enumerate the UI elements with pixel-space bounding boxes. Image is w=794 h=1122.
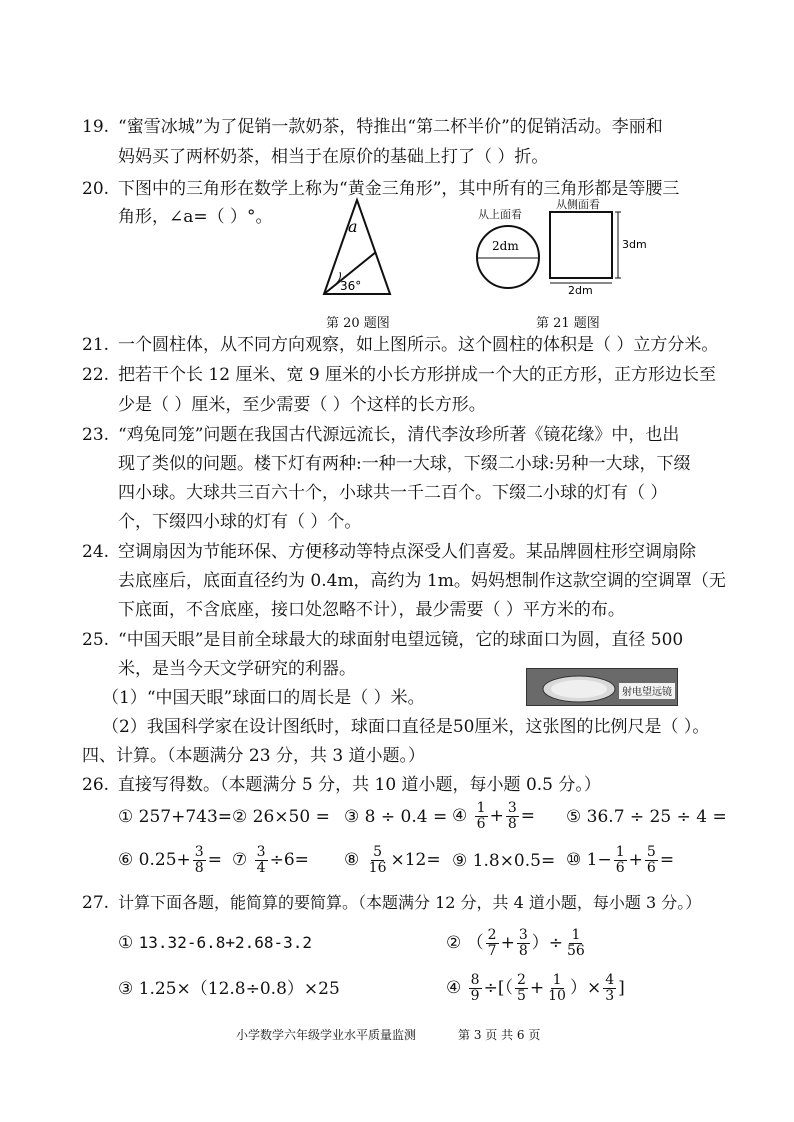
numerator: 1 — [552, 972, 562, 988]
item-expr: 257+743= — [138, 807, 233, 827]
item-mark: ④ — [446, 978, 462, 998]
figure-caption: 第 21 题图 — [536, 316, 600, 331]
question-number: 25. — [82, 630, 110, 650]
calc-item — [566, 806, 727, 828]
item-mark: ① — [118, 807, 134, 827]
fraction — [469, 973, 482, 1004]
fraction — [255, 845, 268, 876]
top-view-label: 从上面看 — [478, 208, 522, 221]
denominator: 4 — [256, 860, 266, 876]
fraction — [367, 845, 389, 876]
numerator: 4 — [605, 972, 615, 988]
question-text: “鸡兔同笼”问题在我国古代源远流长，清代李汝珍所著《镜花缘》中，也出 — [118, 425, 680, 445]
denominator: 5 — [516, 988, 526, 1004]
side-view-label: 从侧面看 — [556, 198, 600, 211]
question-number: 21. — [82, 335, 110, 355]
fraction — [645, 845, 658, 876]
item-mark: ⑥ — [118, 850, 134, 870]
denominator: 8 — [194, 860, 204, 876]
page-number: 第 3 页 共 6 页 — [458, 1028, 541, 1042]
calc-item — [452, 798, 535, 834]
question-text: 一个圆柱体，从不同方向观察，如上图所示。这个圆柱的体积是（ ）立方分米。 — [118, 335, 719, 355]
operator: ）÷ — [531, 933, 563, 953]
denominator: 6 — [646, 860, 656, 876]
paren: （ — [466, 933, 484, 953]
question-text: 个，下缀四小球的灯有（ ）个。 — [118, 512, 362, 532]
width-label: 2dm — [568, 284, 593, 296]
item-mark: ② — [232, 807, 248, 827]
telescope-photo — [526, 668, 678, 706]
denominator: 6 — [615, 860, 625, 876]
calc-item — [446, 968, 625, 1008]
fraction — [515, 973, 528, 1004]
item-expr: 0.25+ — [138, 850, 191, 870]
item-mark: ④ — [452, 806, 468, 826]
operator: + — [628, 850, 643, 870]
numerator: 3 — [518, 927, 528, 943]
footer-title: 小学数学六年级学业水平质量监测 — [236, 1028, 417, 1042]
question-text: 四小球。大球共三百六十个，小球共一千二百个。下缀二小球的灯有（ ） — [118, 483, 668, 503]
calc-item — [232, 842, 309, 878]
question-number: 22. — [82, 365, 110, 385]
diameter-label: 2dm — [492, 239, 519, 253]
calc-item — [118, 978, 340, 1000]
question-text: 米，是当今天文学研究的利器。 — [118, 659, 356, 679]
item-expr: 13.32-6.8+2.68-3.2 — [138, 933, 313, 952]
numerator: 1 — [571, 927, 581, 943]
question-text: 下底面，不含底座，接口处忽略不计），最少需要（ ）平方米的布。 — [118, 600, 625, 620]
denominator: 3 — [605, 988, 615, 1004]
item-expr: 8 ÷ 0.4 = — [364, 807, 448, 827]
item-expr: 1− — [586, 850, 612, 870]
item-expr: 36.7 ÷ 25 ÷ 4 = — [586, 807, 727, 827]
denominator: 8 — [518, 943, 528, 959]
calc-item — [118, 932, 312, 954]
question-number: 27. — [82, 893, 110, 913]
denominator: 56 — [567, 943, 585, 959]
item-mark: ⑤ — [566, 807, 582, 827]
calc-item — [452, 850, 555, 872]
telescope-image — [527, 669, 677, 705]
fraction — [603, 973, 616, 1004]
question-text: 空调扇因为节能环保、方便移动等特点深受人们喜爱。某品牌圆柱形空调扇除 — [118, 542, 696, 562]
photo-caption: 射电望远镜 — [622, 687, 672, 698]
height-label: 3dm — [622, 238, 647, 251]
side-view-rect-figure — [540, 204, 650, 296]
item-expr: 26×50 = — [252, 807, 330, 827]
sub-question: （2）我国科学家在设计图纸时，球面口直径是50厘米，这张图的比例尺是（ ）。 — [102, 717, 710, 737]
equals-sign: = — [520, 806, 535, 826]
numerator: 5 — [373, 844, 383, 860]
question-text: “中国天眼”是目前全球最大的球面射电望远镜，它的球面口为圆，直径 500 — [118, 630, 684, 650]
denominator: 10 — [548, 988, 566, 1004]
fraction — [565, 928, 587, 959]
denominator: 9 — [470, 988, 480, 1004]
bracket: ] — [618, 978, 625, 998]
fraction — [506, 801, 519, 832]
equals-sign: = — [207, 850, 222, 870]
item-mark: ⑦ — [232, 850, 248, 870]
operator: + — [500, 933, 515, 953]
numerator: 3 — [256, 844, 266, 860]
numerator: 2 — [516, 972, 526, 988]
fraction — [546, 973, 568, 1004]
question-text: 把若干个长 12 厘米、宽 9 厘米的小长方形拼成一个大的正方形，正方形边长至 — [118, 365, 717, 385]
question-text: 现了类似的问题。楼下灯有两种:一种一大球，下缀二小球:另种一大球，下缀 — [118, 454, 691, 474]
item-mark: ② — [446, 933, 462, 953]
numerator: 1 — [615, 844, 625, 860]
question-text: 计算下面各题，能简算的要简算。（本题满分 12 分，共 4 道小题，每小题 3 分。） — [118, 893, 702, 912]
fraction — [475, 801, 488, 832]
item-expr: 1.25×（12.8÷0.8）×25 — [138, 979, 340, 999]
calc-item — [118, 806, 232, 828]
denominator: 16 — [368, 860, 387, 876]
item-mark: ⑩ — [566, 850, 582, 870]
question-text: 去底座后，底面直径约为 0.4m，高约为 1m。妈妈想制作这款空调的空调罩（无 — [118, 571, 726, 591]
question-number: 20. — [82, 179, 110, 199]
calc-item — [232, 806, 330, 828]
equals-sign: = — [659, 850, 675, 870]
item-expr: ×12= — [390, 850, 441, 870]
operator: ÷[（ — [483, 978, 513, 998]
question-number: 23. — [82, 425, 110, 445]
item-mark: ① — [118, 933, 134, 953]
sub-question: （1）“中国天眼”球面口的周长是（ ）米。 — [102, 688, 425, 708]
section-title: 四、计算。（本题满分 23 分，共 3 道小题。） — [82, 746, 426, 766]
calc-item — [446, 924, 589, 962]
operator: ）× — [569, 978, 602, 998]
question-text: 下图中的三角形在数学上称为“黄金三角形”，其中所有的三角形都是等腰三 — [118, 179, 680, 199]
operator: + — [529, 978, 545, 998]
question-number: 24. — [82, 542, 110, 562]
question-text: 角形，∠a=（ ）°。 — [118, 207, 273, 227]
question-number: 26. — [82, 775, 110, 795]
question-text: 直接写得数。（本题满分 5 分，共 10 道小题，每小题 0.5 分。） — [118, 775, 601, 795]
denominator: 8 — [507, 816, 517, 832]
question-text: 妈妈买了两杯奶茶，相当于在原价的基础上打了（ ）折。 — [118, 147, 549, 167]
question-text: “蜜雪冰城”为了促销一款奶茶，特推出“第二杯半价”的促销活动。李丽和 — [118, 117, 663, 137]
calc-item — [566, 842, 674, 878]
fraction — [517, 928, 530, 959]
numerator: 3 — [507, 800, 517, 816]
denominator: 7 — [487, 943, 497, 959]
item-mark: ③ — [344, 807, 360, 827]
calc-item — [344, 806, 447, 828]
calc-item — [118, 842, 222, 878]
numerator: 8 — [470, 972, 480, 988]
question-text: 少是（ ）厘米，至少需要（ ）个这样的长方形。 — [118, 395, 486, 415]
calc-item — [344, 842, 441, 878]
item-expr: ÷6= — [269, 850, 309, 870]
operator: + — [489, 806, 504, 826]
denominator: 6 — [476, 816, 486, 832]
question-number: 19. — [82, 117, 110, 137]
numerator: 1 — [476, 800, 486, 816]
item-expr: 1.8×0.5= — [472, 851, 556, 871]
fraction — [193, 845, 206, 876]
item-mark: ⑧ — [344, 850, 360, 870]
fraction — [614, 845, 627, 876]
angle-36-label: 36° — [340, 279, 362, 293]
item-mark: ⑨ — [452, 851, 468, 871]
numerator: 5 — [646, 844, 656, 860]
numerator: 3 — [194, 844, 204, 860]
numerator: 2 — [487, 927, 497, 943]
figure-caption: 第 20 题图 — [326, 316, 390, 331]
fraction — [486, 928, 499, 959]
angle-a-label: a — [348, 217, 358, 236]
item-mark: ③ — [118, 979, 134, 999]
golden-triangle-figure — [318, 196, 396, 300]
